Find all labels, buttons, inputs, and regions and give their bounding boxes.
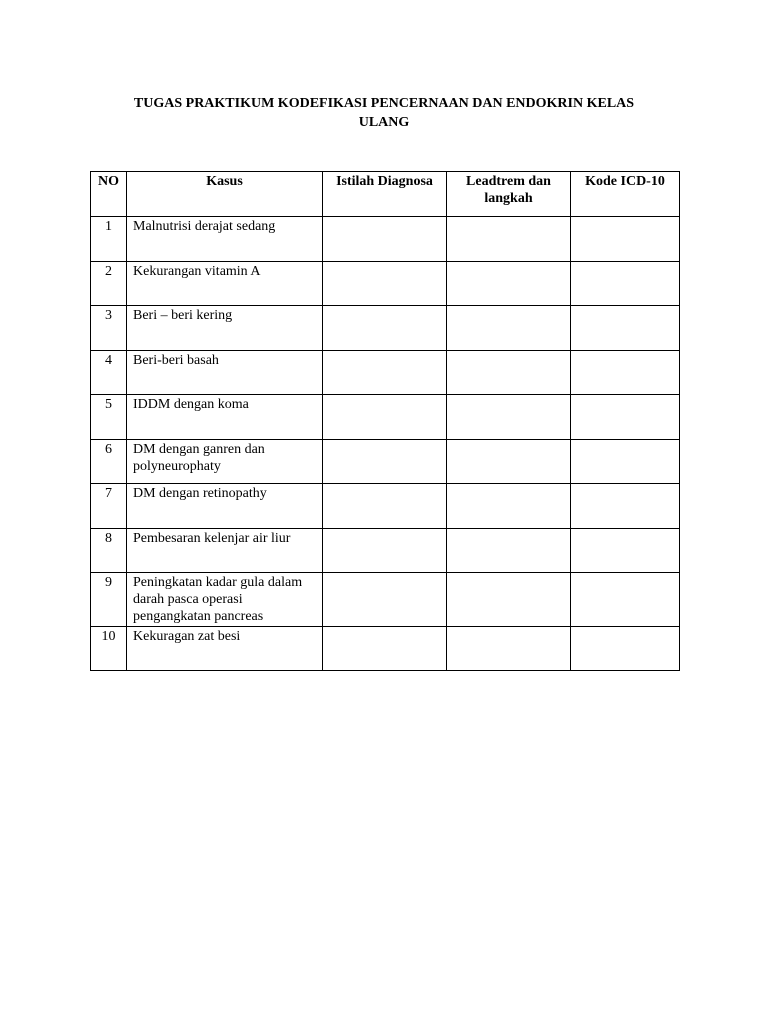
cell-kasus: Beri-beri basah <box>127 350 323 395</box>
table-row <box>91 573 680 627</box>
cell-istilah-diagnosa <box>323 439 447 484</box>
cell-leadterm <box>447 627 571 671</box>
title-line-2: ULANG <box>358 115 410 130</box>
cell-no: 2 <box>91 261 127 306</box>
cell-kode-icd <box>571 528 680 573</box>
icd-coding-table <box>90 171 680 671</box>
cell-no: 6 <box>91 439 127 484</box>
table-row <box>91 350 680 395</box>
cell-kode-icd <box>571 395 680 440</box>
cell-leadterm <box>447 528 571 573</box>
header-kasus: Kasus <box>127 172 323 217</box>
cell-istilah-diagnosa <box>323 395 447 440</box>
cell-istilah-diagnosa <box>323 261 447 306</box>
header-leadterm: Leadtrem dan langkah <box>447 172 571 217</box>
table-row <box>91 528 680 573</box>
page-title <box>90 94 678 132</box>
cell-no: 7 <box>91 484 127 529</box>
header-istilah-diagnosa: Istilah Diagnosa <box>323 172 447 217</box>
cell-kasus: DM dengan retinopathy <box>127 484 323 529</box>
cell-istilah-diagnosa <box>323 627 447 671</box>
cell-leadterm <box>447 217 571 262</box>
cell-no: 3 <box>91 306 127 351</box>
cell-no: 9 <box>91 573 127 627</box>
cell-leadterm <box>447 573 571 627</box>
table-header <box>91 172 680 217</box>
table-body <box>91 217 680 671</box>
cell-kasus: Peningkatan kadar gula dalam darah pasca operasi pengangkatan pancreas <box>127 573 323 627</box>
table-row <box>91 395 680 440</box>
cell-istilah-diagnosa <box>323 217 447 262</box>
cell-kasus: Beri – beri kering <box>127 306 323 351</box>
cell-leadterm <box>447 261 571 306</box>
cell-kasus: Malnutrisi derajat sedang <box>127 217 323 262</box>
cell-no: 8 <box>91 528 127 573</box>
cell-kasus: DM dengan ganren dan polyneurophaty <box>127 439 323 484</box>
cell-istilah-diagnosa <box>323 528 447 573</box>
cell-istilah-diagnosa <box>323 306 447 351</box>
header-no: NO <box>91 172 127 217</box>
table-row <box>91 217 680 262</box>
table-row <box>91 261 680 306</box>
cell-kasus: IDDM dengan koma <box>127 395 323 440</box>
cell-leadterm <box>447 439 571 484</box>
cell-kasus: Pembesaran kelenjar air liur <box>127 528 323 573</box>
table-row <box>91 439 680 484</box>
cell-no: 10 <box>91 627 127 671</box>
cell-leadterm <box>447 484 571 529</box>
table-row <box>91 484 680 529</box>
cell-kode-icd <box>571 627 680 671</box>
table-row <box>91 627 680 671</box>
cell-kode-icd <box>571 350 680 395</box>
cell-kasus: Kekurangan vitamin A <box>127 261 323 306</box>
cell-kasus: Kekuragan zat besi <box>127 627 323 671</box>
cell-istilah-diagnosa <box>323 573 447 627</box>
cell-kode-icd <box>571 306 680 351</box>
cell-leadterm <box>447 350 571 395</box>
cell-leadterm <box>447 306 571 351</box>
cell-kode-icd <box>571 484 680 529</box>
title-line-1: TUGAS PRAKTIKUM KODEFIKASI PENCERNAAN DAN ENDOKRIN KELAS <box>133 96 635 111</box>
cell-no: 4 <box>91 350 127 395</box>
header-kode-icd: Kode ICD-10 <box>571 172 680 217</box>
cell-istilah-diagnosa <box>323 484 447 529</box>
table-row <box>91 306 680 351</box>
cell-kode-icd <box>571 439 680 484</box>
cell-no: 5 <box>91 395 127 440</box>
cell-leadterm <box>447 395 571 440</box>
cell-kode-icd <box>571 261 680 306</box>
cell-istilah-diagnosa <box>323 350 447 395</box>
cell-kode-icd <box>571 573 680 627</box>
cell-no: 1 <box>91 217 127 262</box>
header-row <box>91 172 680 217</box>
cell-kode-icd <box>571 217 680 262</box>
